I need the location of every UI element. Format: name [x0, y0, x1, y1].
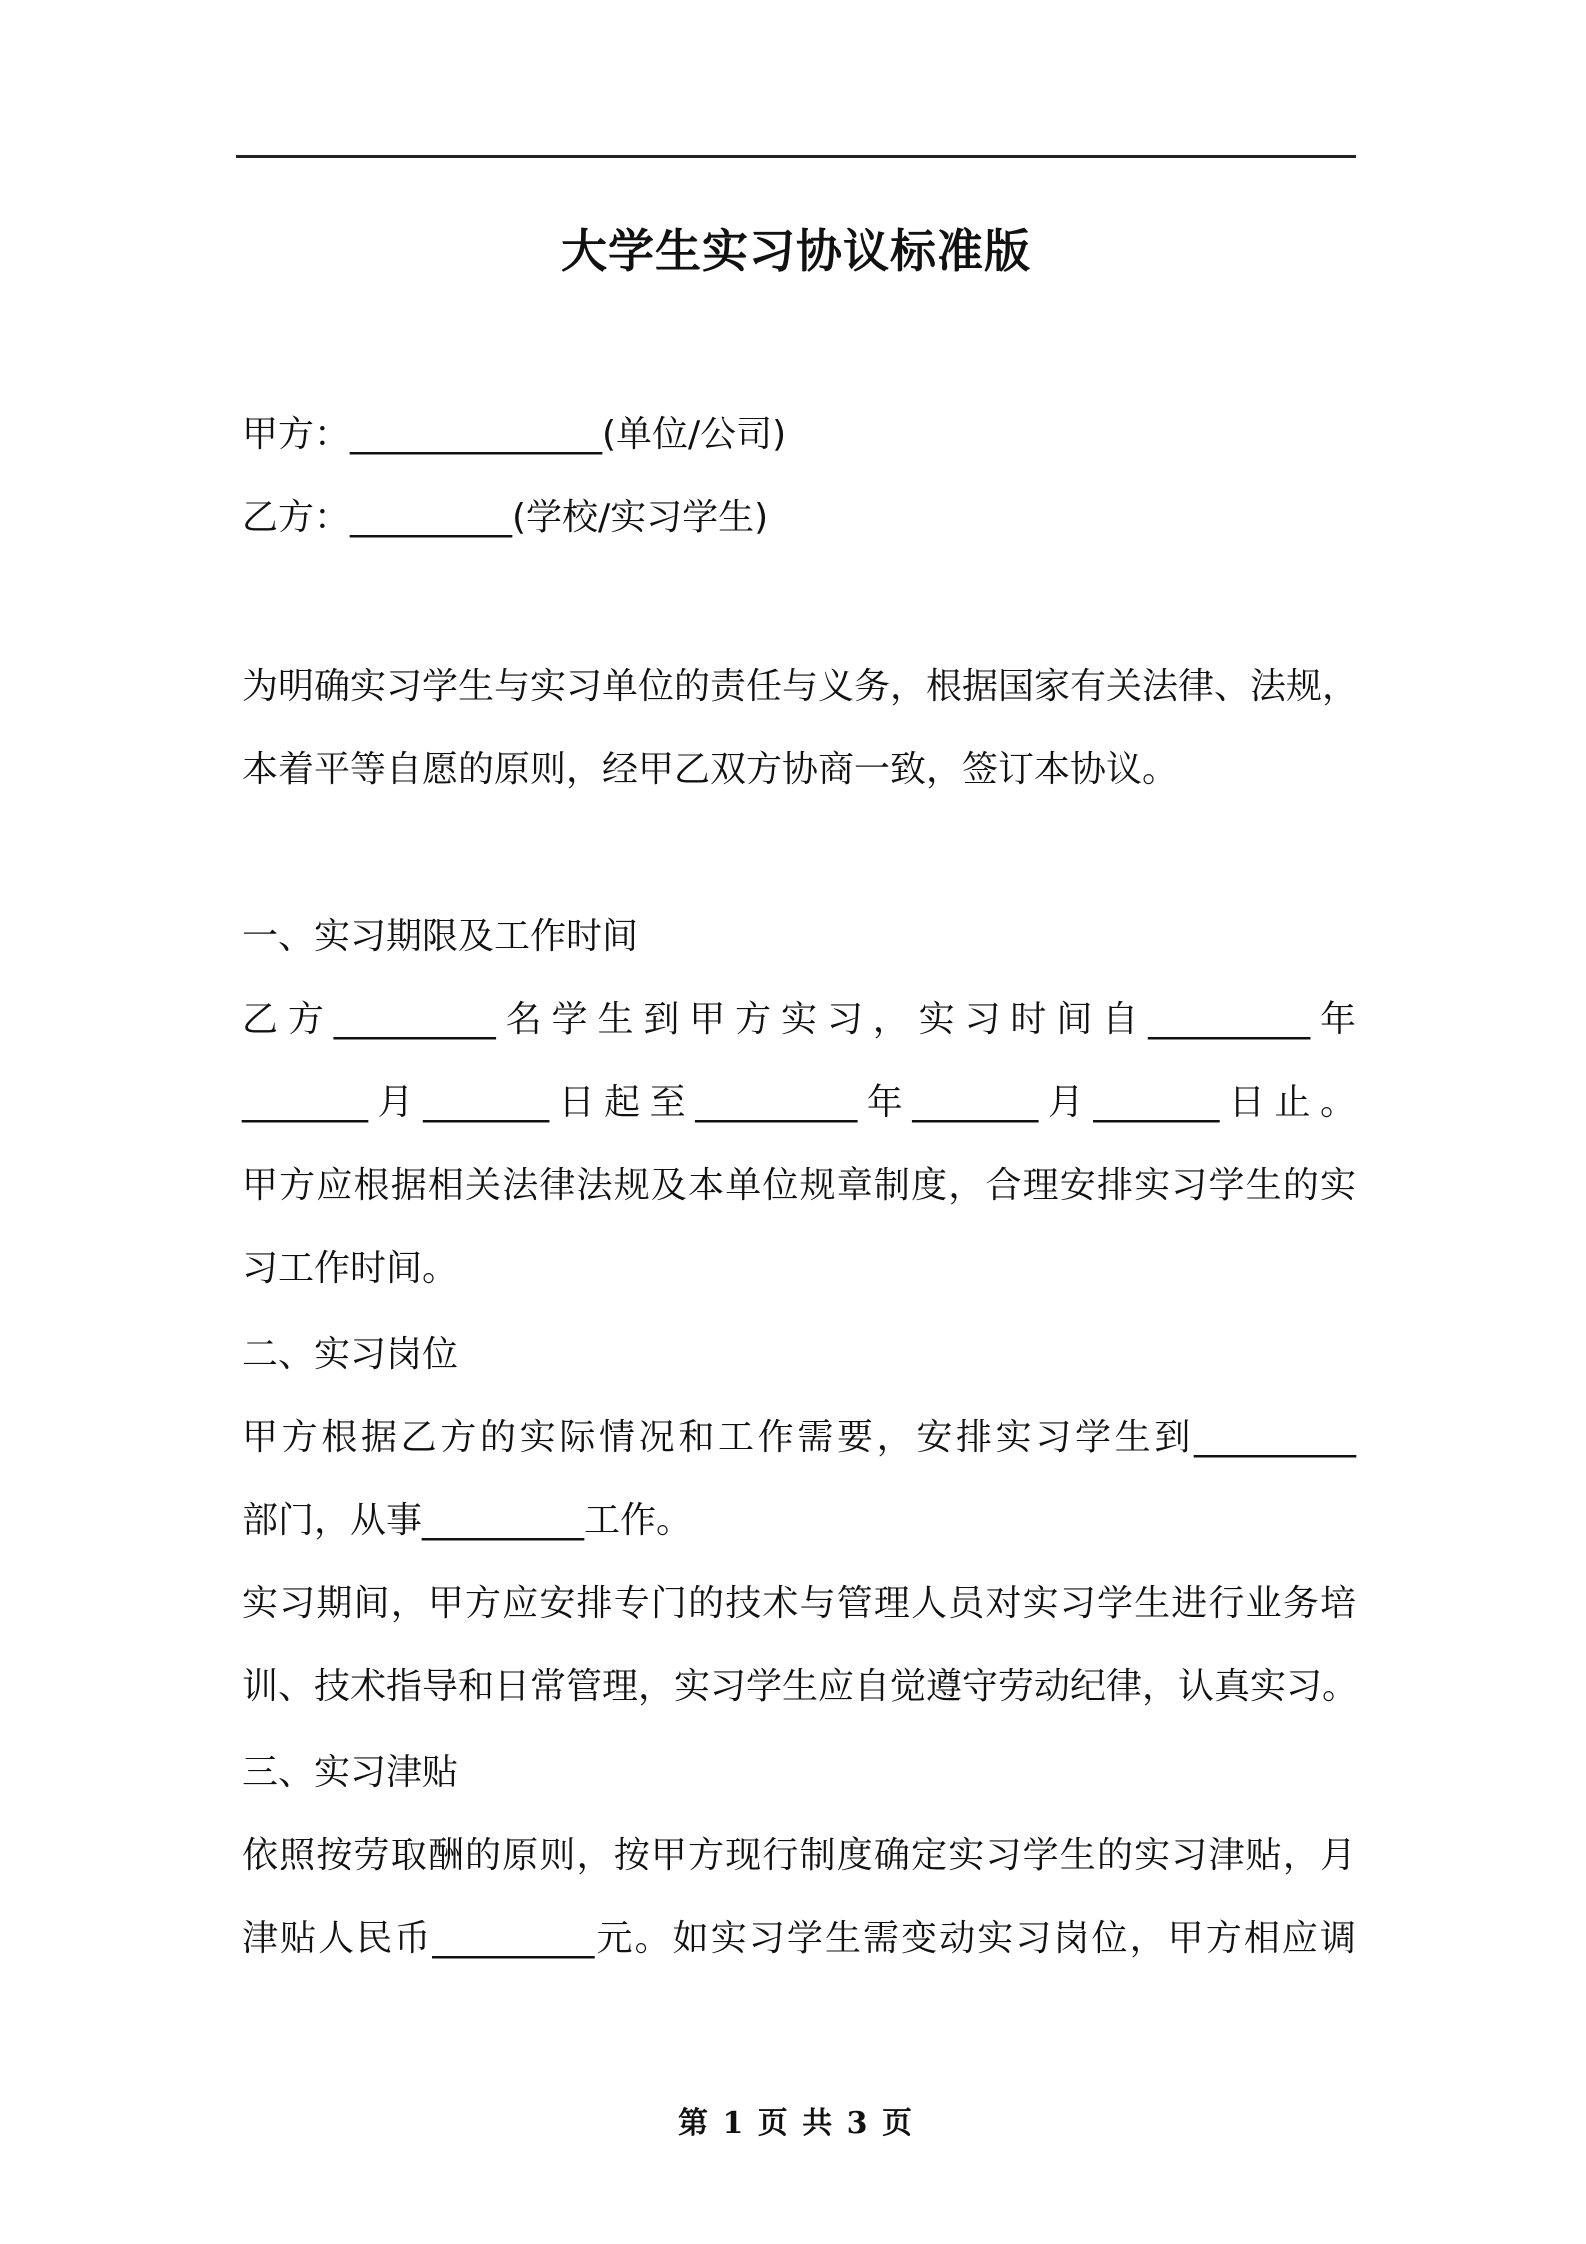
section-1-line-1: 乙方_________名学生到甲方实习，实习时间自_________年: [242, 999, 1356, 1040]
document-title: 大学生实习协议标准版: [561, 224, 1031, 278]
intro-line-1: 为明确实习学生与实习单位的责任与义务，根据国家有关法律、法规，: [242, 666, 1359, 707]
section-1-line-4: 习工作时间。: [242, 1248, 459, 1289]
section-2-line-4: 训、技术指导和日常管理，实习学生应自觉遵守劳动纪律，认真实习。: [242, 1666, 1359, 1707]
section-heading-3: 三、实习津贴: [242, 1752, 459, 1793]
party-a-line: 甲方：______________(单位/公司): [242, 414, 787, 455]
section-1-line-2: _______月_______日起至_________年_______月_______日止。: [242, 1082, 1356, 1123]
section-2-line-2: 部门，从事_________工作。: [242, 1500, 693, 1541]
party-b-line: 乙方：_________(学校/实习学生): [242, 497, 769, 538]
section-1-line-3: 甲方应根据相关法律法规及本单位规章制度，合理安排实习学生的实: [242, 1165, 1356, 1206]
intro-line-2: 本着平等自愿的原则，经甲乙双方协商一致，签订本协议。: [242, 749, 1179, 790]
page-number-footer: 第 1 页 共 3 页: [678, 2106, 914, 2141]
section-2-line-3: 实习期间，甲方应安排专门的技术与管理人员对实习学生进行业务培: [242, 1583, 1356, 1624]
section-heading-1: 一、实习期限及工作时间: [242, 916, 639, 957]
header-rule: [236, 155, 1356, 158]
section-2-line-1: 甲方根据乙方的实际情况和工作需要，安排实习学生到_________: [242, 1417, 1356, 1458]
section-3-line-2: 津贴人民币_________元。如实习学生需变动实习岗位，甲方相应调: [242, 1918, 1356, 1959]
section-heading-2: 二、实习岗位: [242, 1334, 459, 1375]
section-3-line-1: 依照按劳取酬的原则，按甲方现行制度确定实习学生的实习津贴，月: [242, 1835, 1356, 1876]
